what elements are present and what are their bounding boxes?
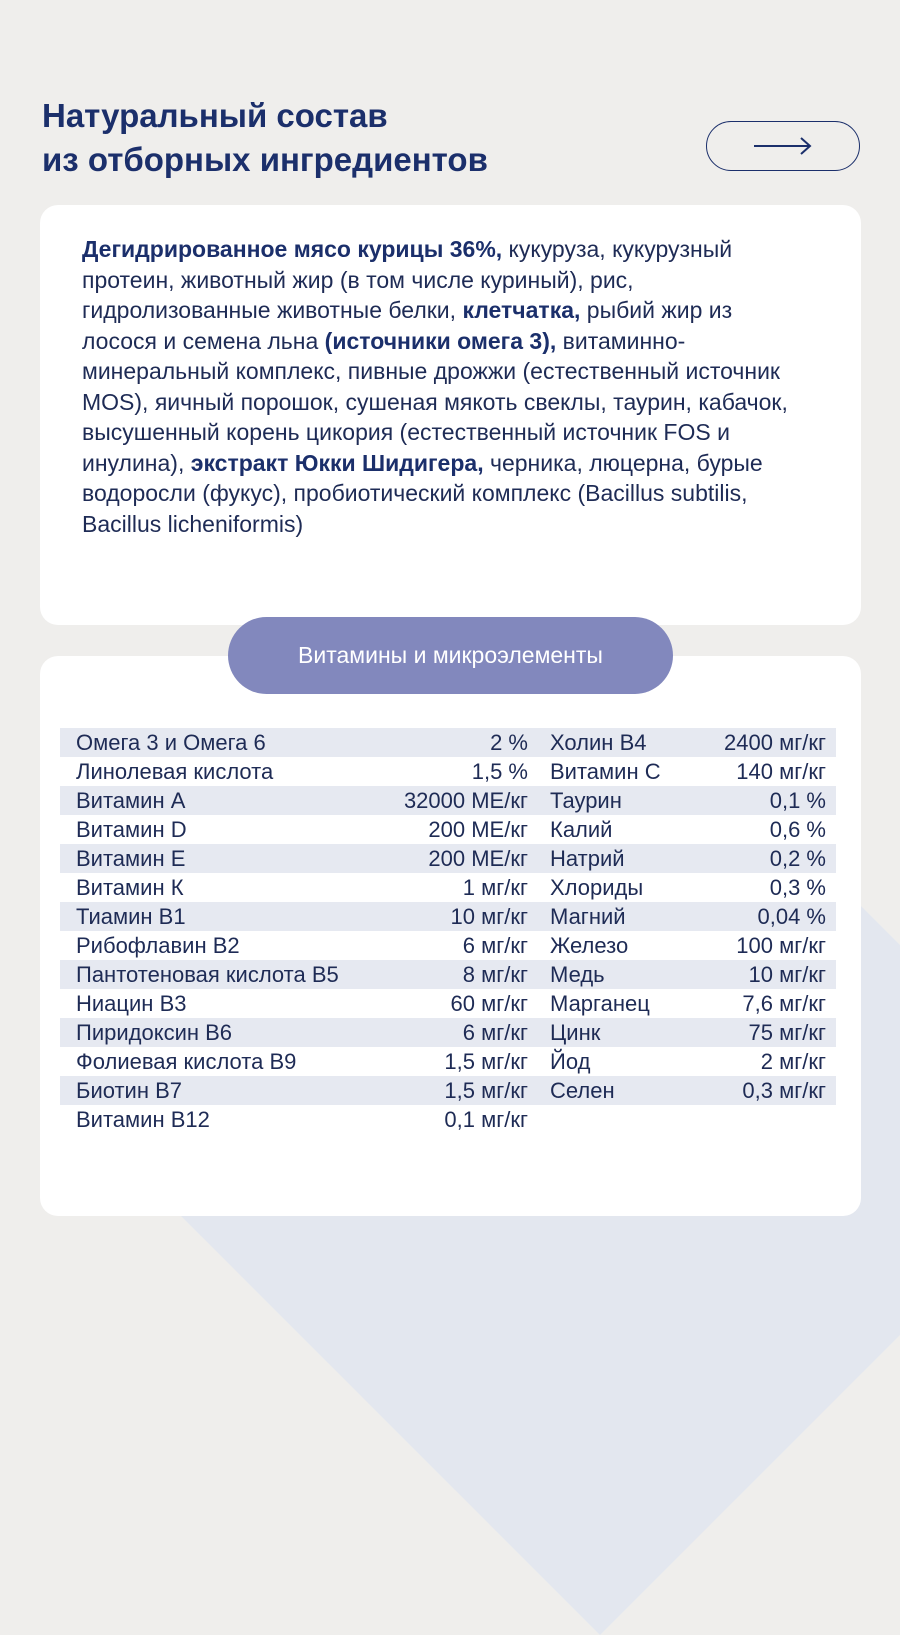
table-row: [60, 728, 538, 757]
title-line-2: из отборных ингредиентов: [42, 141, 488, 178]
nutrient-name: Витамин D: [76, 816, 187, 842]
nutrient-value: 0,6 %: [769, 816, 826, 842]
nutrient-value: 32000 МЕ/кг: [403, 787, 528, 813]
nutrient-value: 0,2 %: [769, 845, 826, 871]
table-row: [538, 786, 836, 815]
table-row: [538, 844, 836, 873]
nutrient-name: Хлориды: [550, 874, 644, 900]
table-row: [538, 815, 836, 844]
table-row: [538, 902, 836, 931]
nutrient-value: 0,3 %: [769, 874, 826, 900]
nutrient-value: 2400 мг/кг: [724, 729, 826, 755]
composition-segment: черника, люцерна, бурые водоросли (фукус), пробиотический комплекс (Bacillus subtilis, Bacillus licheniformis): [82, 449, 763, 537]
table-row: [538, 728, 836, 757]
composition-segment: кукуруза, кукурузный протеин, животный жир (в том числе куриный), рис, гидролизованные животные белки,: [82, 236, 733, 323]
table-row: [538, 873, 836, 902]
table-row: [60, 1047, 538, 1076]
nutrient-value: 0,3 мг/кг: [742, 1077, 826, 1103]
next-button[interactable]: [706, 121, 860, 171]
table-row: [60, 902, 538, 931]
nutrient-name: Витамин В12: [76, 1106, 210, 1132]
table-row: [60, 786, 538, 815]
table-row: [538, 931, 836, 960]
nutrient-value: 60 мг/кг: [450, 990, 528, 1016]
nutrient-name: Марганец: [550, 990, 650, 1016]
nutrient-value: 140 мг/кг: [736, 758, 826, 784]
nutrient-name: Калий: [550, 816, 613, 842]
nutrient-name: Пантотеновая кислота В5: [76, 961, 339, 987]
composition-card: [40, 205, 861, 625]
table-row: [60, 931, 538, 960]
table-row: [60, 1076, 538, 1105]
nutrient-name: Натрий: [550, 845, 625, 871]
nutrient-name: Биотин В7: [76, 1077, 183, 1103]
table-row: [60, 1018, 538, 1047]
table-row: [538, 1076, 836, 1105]
nutrient-name: Витамин К: [76, 874, 184, 900]
nutrient-value: 100 мг/кг: [736, 932, 826, 958]
nutrient-name: Пиридоксин В6: [76, 1019, 233, 1045]
nutrient-name: Линолевая кислота: [76, 758, 274, 784]
title-line-1: Натуральный состав: [42, 97, 388, 134]
nutrient-value: 1 мг/кг: [462, 874, 528, 900]
nutrient-value: 0,1 мг/кг: [444, 1106, 528, 1132]
nutrient-name: Железо: [550, 932, 629, 958]
composition-highlight: клетчатка,: [462, 297, 581, 323]
table-row: [538, 960, 836, 989]
nutrient-name: Медь: [550, 961, 605, 987]
arrow-right-icon: [752, 136, 814, 156]
table-row: [538, 989, 836, 1018]
nutrient-name: Витамин Е: [76, 845, 186, 871]
nutrient-name: Магний: [550, 903, 626, 929]
vitamins-table-left: [60, 728, 538, 1134]
vitamins-table-right: [538, 728, 836, 1105]
table-row: [60, 960, 538, 989]
nutrient-value: 0,1 %: [769, 787, 826, 813]
nutrient-value: 0,04 %: [757, 903, 826, 929]
table-row: [538, 1047, 836, 1076]
table-row: [60, 873, 538, 902]
nutrient-name: Ниацин В3: [76, 990, 187, 1016]
nutrient-name: Йод: [550, 1048, 591, 1074]
nutrient-value: 1,5 мг/кг: [444, 1077, 528, 1103]
composition-segment: рыбий жир из лосося и семена льна: [82, 297, 733, 354]
table-row: [538, 757, 836, 786]
composition-highlight: Дегидрированное мясо курицы 36%,: [82, 236, 503, 262]
nutrient-name: Омега 3 и Омега 6: [76, 729, 266, 755]
table-row: [538, 1018, 836, 1047]
nutrient-name: Витамин С: [550, 758, 661, 784]
table-row: [60, 815, 538, 844]
nutrient-value: 6 мг/кг: [462, 1019, 528, 1045]
table-row: [60, 1105, 538, 1134]
nutrient-value: 1,5 %: [471, 758, 528, 784]
nutrient-value: 10 мг/кг: [748, 961, 826, 987]
nutrient-value: 200 МЕ/кг: [428, 816, 528, 842]
table-row: [60, 757, 538, 786]
nutrient-value: 75 мг/кг: [748, 1019, 826, 1045]
nutrient-name: Рибофлавин В2: [76, 932, 240, 958]
page-title: [42, 94, 488, 182]
table-row: [60, 989, 538, 1018]
composition-highlight: экстракт Юкки Шидигера,: [190, 449, 484, 476]
nutrient-name: Тиамин В1: [76, 903, 186, 929]
nutrient-value: 1,5 мг/кг: [444, 1048, 528, 1074]
table-row: [60, 844, 538, 873]
nutrient-value: 6 мг/кг: [462, 932, 528, 958]
nutrient-name: Фолиевая кислота В9: [76, 1048, 297, 1074]
composition-text: [82, 234, 812, 539]
nutrient-value: 8 мг/кг: [462, 961, 528, 987]
nutrient-name: Селен: [550, 1077, 615, 1103]
nutrient-name: Витамин А: [76, 787, 186, 813]
nutrient-value: 2 %: [490, 729, 528, 755]
vitamins-badge: Витамины и микроэлементы: [228, 617, 673, 694]
composition-segment: витаминно-минеральный комплекс, пивные дрожжи (естественный источник MOS), яичный порошок, сушеная мякоть свеклы, таурин, кабачок, высушенный корень цикория (естественный источник FOS и инулина),: [82, 327, 788, 476]
nutrient-name: Холин В4: [550, 729, 647, 755]
nutrient-value: 2 мг/кг: [760, 1048, 826, 1074]
nutrient-value: 7,6 мг/кг: [742, 990, 826, 1016]
nutrient-value: 10 мг/кг: [450, 903, 528, 929]
nutrient-name: Таурин: [550, 787, 622, 813]
composition-highlight: (источники омега 3),: [324, 327, 557, 354]
nutrient-name: Цинк: [550, 1019, 601, 1045]
nutrient-value: 200 МЕ/кг: [428, 845, 528, 871]
